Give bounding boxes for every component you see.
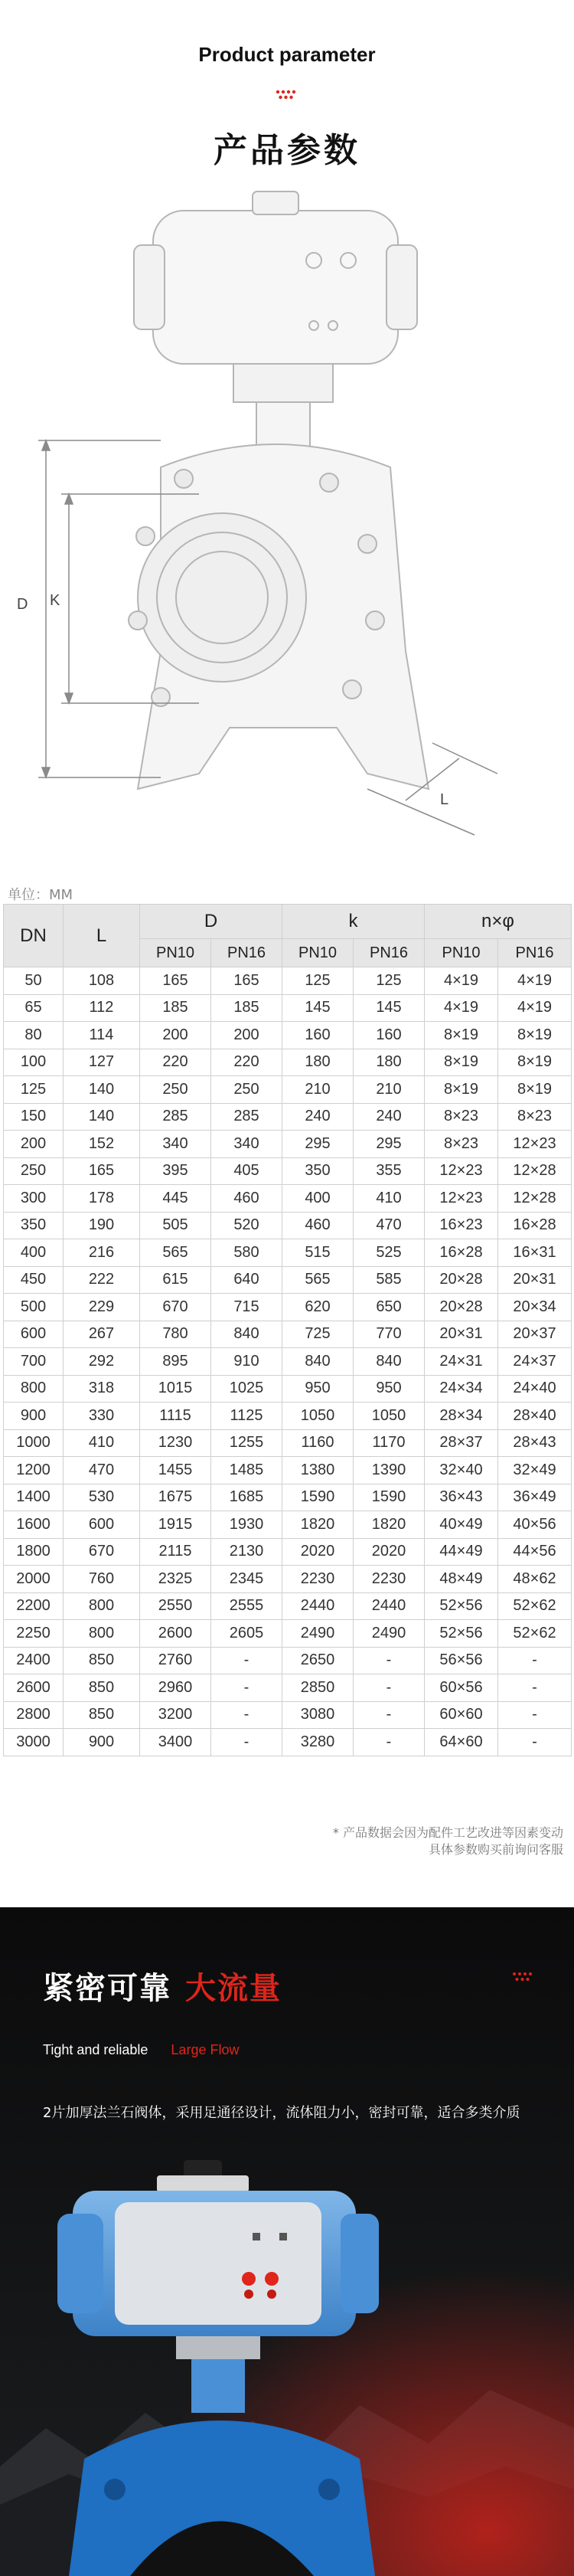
table-cell: 340 xyxy=(211,1131,282,1158)
table-cell: 400 xyxy=(4,1239,64,1267)
table-cell: 8×23 xyxy=(498,1103,572,1131)
table-cell: 50 xyxy=(4,967,64,995)
table-cell: 12×23 xyxy=(425,1157,498,1185)
table-cell: 52×56 xyxy=(425,1592,498,1620)
table-cell: 530 xyxy=(64,1484,140,1511)
table-cell: 700 xyxy=(4,1348,64,1376)
table-cell: 515 xyxy=(282,1239,354,1267)
table-cell: 24×40 xyxy=(498,1375,572,1403)
table-cell: 145 xyxy=(282,994,354,1022)
subheader-cell: PN10 xyxy=(425,939,498,967)
table-cell: 200 xyxy=(4,1131,64,1158)
table-cell: 1820 xyxy=(282,1511,354,1539)
table-cell: 2650 xyxy=(282,1647,354,1674)
table-cell: 140 xyxy=(64,1076,140,1104)
table-row xyxy=(4,1403,572,1430)
table-cell: 650 xyxy=(354,1294,425,1321)
table-row xyxy=(4,1647,572,1674)
table-cell: 4×19 xyxy=(498,967,572,995)
banner-title xyxy=(43,1964,282,2008)
table-cell: 770 xyxy=(354,1321,425,1348)
table-cell: 52×62 xyxy=(498,1592,572,1620)
table-row xyxy=(4,1538,572,1566)
table-cell: 2600 xyxy=(4,1674,64,1702)
banner-subtitle xyxy=(43,2042,239,2058)
actuator-body xyxy=(153,211,398,364)
table-cell: 200 xyxy=(211,1022,282,1049)
table-row xyxy=(4,1049,572,1076)
table-row xyxy=(4,1321,572,1348)
table-cell: - xyxy=(354,1701,425,1729)
table-cell: 585 xyxy=(354,1266,425,1294)
table-cell: 800 xyxy=(4,1375,64,1403)
table-cell: 20×34 xyxy=(498,1294,572,1321)
table-cell: 56×56 xyxy=(425,1647,498,1674)
table-cell: 28×37 xyxy=(425,1429,498,1457)
parameter-table-body xyxy=(4,967,572,1756)
table-cell: 8×23 xyxy=(425,1103,498,1131)
table-cell: 108 xyxy=(64,967,140,995)
header-l: L xyxy=(64,905,140,967)
table-cell: 2000 xyxy=(4,1566,64,1593)
table-cell: 8×19 xyxy=(498,1022,572,1049)
table-cell: 900 xyxy=(64,1729,140,1756)
table-cell: 2250 xyxy=(4,1620,64,1648)
table-cell: - xyxy=(498,1701,572,1729)
table-cell: 8×23 xyxy=(425,1131,498,1158)
table-cell: 500 xyxy=(4,1294,64,1321)
table-cell: 2020 xyxy=(354,1538,425,1566)
banner-title-white: 紧密可靠 xyxy=(43,1971,171,2006)
table-cell: 395 xyxy=(140,1157,211,1185)
table-cell: 20×31 xyxy=(425,1321,498,1348)
table-cell: 100 xyxy=(4,1049,64,1076)
table-cell: - xyxy=(498,1647,572,1674)
unit-label: 单位：MM xyxy=(8,887,73,903)
table-cell: 1050 xyxy=(354,1403,425,1430)
table-cell: 8×19 xyxy=(425,1076,498,1104)
table-cell: 4×19 xyxy=(425,994,498,1022)
table-row xyxy=(4,1701,572,1729)
table-cell: 180 xyxy=(282,1049,354,1076)
table-cell: 2550 xyxy=(140,1592,211,1620)
table-cell: 250 xyxy=(140,1076,211,1104)
table-cell: 1930 xyxy=(211,1511,282,1539)
table-cell: 460 xyxy=(282,1212,354,1239)
table-cell: 1390 xyxy=(354,1457,425,1484)
table-cell: 48×49 xyxy=(425,1566,498,1593)
table-cell: 165 xyxy=(64,1157,140,1185)
table-cell: 1025 xyxy=(211,1375,282,1403)
table-cell: 520 xyxy=(211,1212,282,1239)
table-cell: 12×28 xyxy=(498,1185,572,1213)
table-cell: 405 xyxy=(211,1157,282,1185)
table-cell: 250 xyxy=(211,1076,282,1104)
table-cell: 1015 xyxy=(140,1375,211,1403)
table-cell: 445 xyxy=(140,1185,211,1213)
table-cell: 152 xyxy=(64,1131,140,1158)
table-cell: 16×31 xyxy=(498,1239,572,1267)
table-cell: 44×56 xyxy=(498,1538,572,1566)
table-cell: 410 xyxy=(64,1429,140,1457)
banner-subtitle-red: Large Flow xyxy=(171,2042,240,2057)
table-cell: 240 xyxy=(282,1103,354,1131)
table-cell: 222 xyxy=(64,1266,140,1294)
table-cell: 910 xyxy=(211,1348,282,1376)
table-cell: 240 xyxy=(354,1103,425,1131)
table-cell: 20×28 xyxy=(425,1266,498,1294)
disclaimer-note xyxy=(333,1825,563,1858)
table-cell: 1160 xyxy=(282,1429,354,1457)
banner-title-red: 大流量 xyxy=(185,1971,282,2006)
table-cell: 210 xyxy=(354,1076,425,1104)
table-cell: 2605 xyxy=(211,1620,282,1648)
table-row xyxy=(4,1592,572,1620)
table-row xyxy=(4,1429,572,1457)
table-cell: 16×28 xyxy=(498,1212,572,1239)
disclaimer-line-1: * 产品数据会因为配件工艺改进等因素变动 xyxy=(332,1825,563,1840)
table-cell: 12×28 xyxy=(498,1157,572,1185)
table-cell: 2850 xyxy=(282,1674,354,1702)
table-cell: 1050 xyxy=(282,1403,354,1430)
table-cell: 8×19 xyxy=(425,1022,498,1049)
table-row xyxy=(4,1729,572,1756)
table-cell: 2130 xyxy=(211,1538,282,1566)
header-k: k xyxy=(282,905,425,939)
table-cell: 470 xyxy=(354,1212,425,1239)
table-row xyxy=(4,967,572,995)
table-cell: 470 xyxy=(64,1457,140,1484)
table-cell: 60×60 xyxy=(425,1701,498,1729)
table-cell: 1675 xyxy=(140,1484,211,1511)
table-cell: 850 xyxy=(64,1701,140,1729)
table-cell: 48×62 xyxy=(498,1566,572,1593)
table-cell: 2440 xyxy=(354,1592,425,1620)
table-cell: 1485 xyxy=(211,1457,282,1484)
table-cell: - xyxy=(354,1674,425,1702)
table-cell: 216 xyxy=(64,1239,140,1267)
table-cell: 40×49 xyxy=(425,1511,498,1539)
table-cell: 125 xyxy=(4,1076,64,1104)
header-dn: DN xyxy=(4,905,64,967)
table-cell: 220 xyxy=(211,1049,282,1076)
table-cell: 40×56 xyxy=(498,1511,572,1539)
table-cell: 24×31 xyxy=(425,1348,498,1376)
table-cell: 64×60 xyxy=(425,1729,498,1756)
table-cell: 670 xyxy=(140,1294,211,1321)
table-cell: 20×31 xyxy=(498,1266,572,1294)
table-cell: 950 xyxy=(282,1375,354,1403)
table-cell: 3200 xyxy=(140,1701,211,1729)
table-cell: 715 xyxy=(211,1294,282,1321)
table-cell: 840 xyxy=(211,1321,282,1348)
table-row xyxy=(4,1266,572,1294)
table-cell: 840 xyxy=(282,1348,354,1376)
table-row xyxy=(4,1076,572,1104)
table-cell: 1255 xyxy=(211,1429,282,1457)
table-cell: 1170 xyxy=(354,1429,425,1457)
parameter-table-container xyxy=(0,904,574,1756)
table-cell: 8×19 xyxy=(425,1049,498,1076)
table-cell: - xyxy=(211,1674,282,1702)
subheader-cell: PN10 xyxy=(282,939,354,967)
valve-dimension-drawing xyxy=(17,191,536,873)
table-cell: 1800 xyxy=(4,1538,64,1566)
table-cell: 318 xyxy=(64,1375,140,1403)
table-cell: 178 xyxy=(64,1185,140,1213)
table-cell: 12×23 xyxy=(498,1131,572,1158)
table-cell: 1000 xyxy=(4,1429,64,1457)
table-cell: 2230 xyxy=(282,1566,354,1593)
table-cell: 2555 xyxy=(211,1592,282,1620)
table-cell: 125 xyxy=(282,967,354,995)
table-cell: 410 xyxy=(354,1185,425,1213)
table-cell: 52×56 xyxy=(425,1620,498,1648)
table-row xyxy=(4,1131,572,1158)
dimension-label-l: L xyxy=(440,791,449,808)
table-cell: 840 xyxy=(354,1348,425,1376)
header-d: D xyxy=(140,905,282,939)
table-cell: 24×37 xyxy=(498,1348,572,1376)
table-row xyxy=(4,1348,572,1376)
table-cell: 1200 xyxy=(4,1457,64,1484)
table-cell: 2490 xyxy=(282,1620,354,1648)
table-cell: 20×37 xyxy=(498,1321,572,1348)
table-cell: 2325 xyxy=(140,1566,211,1593)
table-cell: 1125 xyxy=(211,1403,282,1430)
table-cell: 127 xyxy=(64,1049,140,1076)
subheader-cell: PN16 xyxy=(498,939,572,967)
table-row xyxy=(4,1375,572,1403)
table-cell: 525 xyxy=(354,1239,425,1267)
table-cell: 400 xyxy=(282,1185,354,1213)
table-cell: 52×62 xyxy=(498,1620,572,1648)
table-cell: 185 xyxy=(140,994,211,1022)
table-cell: 350 xyxy=(282,1157,354,1185)
table-cell: 600 xyxy=(64,1511,140,1539)
table-cell: 2960 xyxy=(140,1674,211,1702)
table-cell: 165 xyxy=(140,967,211,995)
table-row xyxy=(4,1157,572,1185)
table-cell: 250 xyxy=(4,1157,64,1185)
table-cell: 180 xyxy=(354,1049,425,1076)
table-cell: 355 xyxy=(354,1157,425,1185)
table-cell: 16×23 xyxy=(425,1212,498,1239)
parameter-table xyxy=(3,904,572,1756)
table-cell: 44×49 xyxy=(425,1538,498,1566)
table-cell: 160 xyxy=(354,1022,425,1049)
table-cell: 1600 xyxy=(4,1511,64,1539)
table-cell: 4×19 xyxy=(425,967,498,995)
table-cell: 2020 xyxy=(282,1538,354,1566)
table-cell: 900 xyxy=(4,1403,64,1430)
table-cell: 450 xyxy=(4,1266,64,1294)
table-cell: 600 xyxy=(4,1321,64,1348)
table-cell: 2400 xyxy=(4,1647,64,1674)
table-row xyxy=(4,1674,572,1702)
table-cell: 229 xyxy=(64,1294,140,1321)
table-cell: 850 xyxy=(64,1674,140,1702)
subheader-cell: PN16 xyxy=(211,939,282,967)
disclaimer-line-2: 具体参数购买前询问客服 xyxy=(428,1842,563,1857)
table-cell: 12×23 xyxy=(425,1185,498,1213)
table-row xyxy=(4,1484,572,1511)
table-cell: 760 xyxy=(64,1566,140,1593)
title-english: Product parameter xyxy=(198,43,376,66)
table-cell: 800 xyxy=(64,1592,140,1620)
valve-product-illustration xyxy=(0,2137,574,2576)
table-cell: 4×19 xyxy=(498,994,572,1022)
table-cell: - xyxy=(354,1647,425,1674)
table-cell: 460 xyxy=(211,1185,282,1213)
subheader-cell: PN10 xyxy=(140,939,211,967)
table-cell: 3280 xyxy=(282,1729,354,1756)
table-cell: 620 xyxy=(282,1294,354,1321)
table-cell: 3000 xyxy=(4,1729,64,1756)
table-cell: 2200 xyxy=(4,1592,64,1620)
table-cell: 800 xyxy=(64,1620,140,1648)
table-row xyxy=(4,994,572,1022)
table-cell: 1380 xyxy=(282,1457,354,1484)
table-row xyxy=(4,1511,572,1539)
table-cell: 295 xyxy=(282,1131,354,1158)
table-cell: 2760 xyxy=(140,1647,211,1674)
table-cell: 580 xyxy=(211,1239,282,1267)
table-cell: 32×40 xyxy=(425,1457,498,1484)
table-cell: 1400 xyxy=(4,1484,64,1511)
dimension-label-d: D xyxy=(17,596,28,613)
table-cell: 8×19 xyxy=(498,1049,572,1076)
table-cell: 565 xyxy=(282,1266,354,1294)
table-cell: 210 xyxy=(282,1076,354,1104)
table-cell: 850 xyxy=(64,1647,140,1674)
table-cell: 640 xyxy=(211,1266,282,1294)
subheader-cell: PN16 xyxy=(354,939,425,967)
decorative-dots-icon xyxy=(275,89,299,101)
table-cell: 1230 xyxy=(140,1429,211,1457)
table-cell: 36×49 xyxy=(498,1484,572,1511)
table-cell: 895 xyxy=(140,1348,211,1376)
table-cell: 140 xyxy=(64,1103,140,1131)
table-row xyxy=(4,1103,572,1131)
table-cell: 1590 xyxy=(354,1484,425,1511)
table-cell: 60×56 xyxy=(425,1674,498,1702)
banner-description: 2片加厚法兰石阀体，采用足通径设计，流体阻力小，密封可靠，适合多类介质 xyxy=(43,2105,520,2121)
table-cell: 350 xyxy=(4,1212,64,1239)
table-cell: 565 xyxy=(140,1239,211,1267)
table-cell: - xyxy=(211,1701,282,1729)
table-cell: 285 xyxy=(211,1103,282,1131)
table-cell: 2600 xyxy=(140,1620,211,1648)
section-header xyxy=(0,0,574,176)
title-chinese: 产品参数 xyxy=(214,131,360,170)
table-cell: 670 xyxy=(64,1538,140,1566)
table-cell: 145 xyxy=(354,994,425,1022)
table-cell: 28×43 xyxy=(498,1429,572,1457)
table-cell: 615 xyxy=(140,1266,211,1294)
table-cell: 2800 xyxy=(4,1701,64,1729)
table-cell: 300 xyxy=(4,1185,64,1213)
table-cell: 150 xyxy=(4,1103,64,1131)
table-cell: 780 xyxy=(140,1321,211,1348)
table-row xyxy=(4,1620,572,1648)
table-row xyxy=(4,1022,572,1049)
table-cell: 1820 xyxy=(354,1511,425,1539)
table-row xyxy=(4,1457,572,1484)
table-row xyxy=(4,1566,572,1593)
table-cell: 112 xyxy=(64,994,140,1022)
table-cell: 165 xyxy=(211,967,282,995)
table-cell: 20×28 xyxy=(425,1294,498,1321)
table-cell: 950 xyxy=(354,1375,425,1403)
table-cell: 340 xyxy=(140,1131,211,1158)
dimension-label-k: K xyxy=(50,592,60,609)
table-cell: 185 xyxy=(211,994,282,1022)
table-cell: 1115 xyxy=(140,1403,211,1430)
header-nphi: n×φ xyxy=(425,905,572,939)
table-cell: 125 xyxy=(354,967,425,995)
table-cell: 295 xyxy=(354,1131,425,1158)
table-cell: 292 xyxy=(64,1348,140,1376)
table-cell: 1590 xyxy=(282,1484,354,1511)
table-cell: 28×40 xyxy=(498,1403,572,1430)
table-cell: 2490 xyxy=(354,1620,425,1648)
table-cell: 267 xyxy=(64,1321,140,1348)
table-cell: - xyxy=(498,1729,572,1756)
table-cell: 330 xyxy=(64,1403,140,1430)
table-cell: 32×49 xyxy=(498,1457,572,1484)
table-row xyxy=(4,1212,572,1239)
table-cell: - xyxy=(211,1647,282,1674)
table-row xyxy=(4,1185,572,1213)
table-cell: 8×19 xyxy=(498,1076,572,1104)
table-cell: - xyxy=(498,1674,572,1702)
table-cell: 16×28 xyxy=(425,1239,498,1267)
table-cell: 725 xyxy=(282,1321,354,1348)
table-row xyxy=(4,1239,572,1267)
table-cell: 2115 xyxy=(140,1538,211,1566)
table-cell: - xyxy=(354,1729,425,1756)
table-row xyxy=(4,1294,572,1321)
table-cell: 36×43 xyxy=(425,1484,498,1511)
table-cell: 505 xyxy=(140,1212,211,1239)
table-cell: 28×34 xyxy=(425,1403,498,1430)
banner-subtitle-white: Tight and reliable xyxy=(43,2042,148,2057)
table-cell: 200 xyxy=(140,1022,211,1049)
decorative-dots-icon xyxy=(511,1972,534,1982)
table-cell: 2345 xyxy=(211,1566,282,1593)
table-cell: 220 xyxy=(140,1049,211,1076)
table-cell: 80 xyxy=(4,1022,64,1049)
table-cell: 1455 xyxy=(140,1457,211,1484)
table-cell: 190 xyxy=(64,1212,140,1239)
table-cell: 3400 xyxy=(140,1729,211,1756)
table-cell: 160 xyxy=(282,1022,354,1049)
table-cell: 1915 xyxy=(140,1511,211,1539)
table-cell: 2230 xyxy=(354,1566,425,1593)
table-cell: 114 xyxy=(64,1022,140,1049)
table-cell: 65 xyxy=(4,994,64,1022)
table-cell: 1685 xyxy=(211,1484,282,1511)
table-cell: 285 xyxy=(140,1103,211,1131)
table-cell: - xyxy=(211,1729,282,1756)
table-cell: 2440 xyxy=(282,1592,354,1620)
table-cell: 24×34 xyxy=(425,1375,498,1403)
feature-banner xyxy=(0,1907,574,2576)
table-cell: 3080 xyxy=(282,1701,354,1729)
